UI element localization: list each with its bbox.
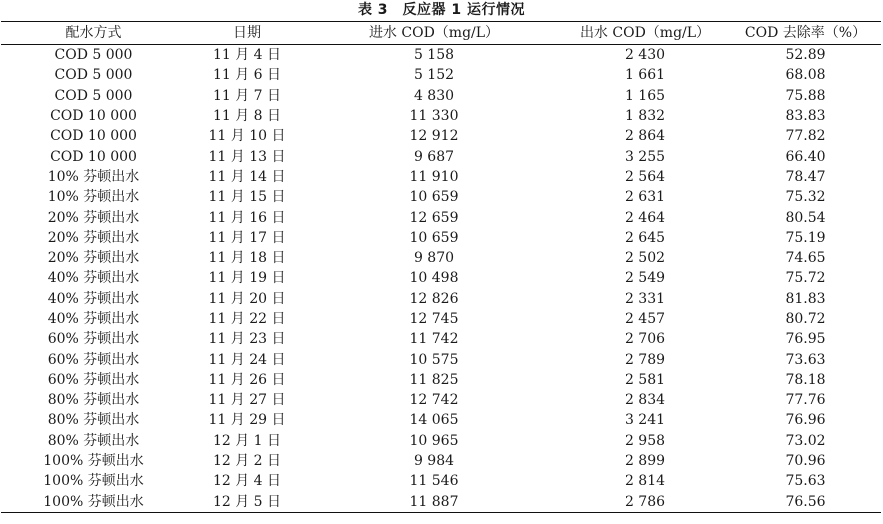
cell-effluent-cod: 3 255 <box>624 148 666 165</box>
cell-effluent-cod: 2 430 <box>624 47 666 64</box>
cell-cod-removal: 73.63 <box>785 351 826 368</box>
cell-date: 12 月 2 日 <box>212 453 282 470</box>
cell-influent-cod: 11 742 <box>409 331 459 348</box>
cell-influent-cod: 5 158 <box>413 47 455 64</box>
cell-influent-cod: 11 825 <box>409 371 459 388</box>
cell-date: 11 月 22 日 <box>208 311 286 327</box>
cell-date: 12 月 5 日 <box>212 493 282 510</box>
cell-influent-cod: 12 745 <box>409 311 459 327</box>
data-table <box>1 21 881 513</box>
cell-cod-removal: 76.95 <box>785 331 826 348</box>
cell-water-mix: 10% 芬顿出水 <box>47 168 140 185</box>
cell-influent-cod: 11 546 <box>409 473 459 490</box>
cell-date: 11 月 29 日 <box>208 412 286 429</box>
cell-water-mix: 100% 芬顿出水 <box>43 453 144 470</box>
table-row <box>1 248 881 268</box>
cell-cod-removal: 75.72 <box>785 270 826 287</box>
cell-date: 11 月 23 日 <box>208 331 286 348</box>
cell-date: 11 月 10 日 <box>208 128 286 145</box>
cell-date: 11 月 27 日 <box>208 392 286 409</box>
cell-water-mix: 100% 芬顿出水 <box>43 473 144 490</box>
header-influent-cod: 进水 COD（mg/L） <box>368 25 500 41</box>
cell-influent-cod: 11 887 <box>409 493 459 510</box>
cell-water-mix: 20% 芬顿出水 <box>47 209 140 226</box>
cell-influent-cod: 12 912 <box>409 128 459 145</box>
cell-influent-cod: 9 687 <box>413 148 455 165</box>
table-row <box>1 289 881 309</box>
cell-water-mix: COD 5 000 <box>54 67 133 84</box>
cell-effluent-cod: 3 241 <box>624 412 666 429</box>
cell-water-mix: 10% 芬顿出水 <box>47 189 140 206</box>
table-row <box>1 146 881 166</box>
cell-effluent-cod: 2 899 <box>624 453 666 470</box>
cell-influent-cod: 10 575 <box>409 351 459 368</box>
cell-water-mix: 20% 芬顿出水 <box>47 250 140 267</box>
cell-influent-cod: 10 965 <box>409 432 459 449</box>
cell-date: 11 月 24 日 <box>208 351 286 368</box>
cell-cod-removal: 77.76 <box>785 392 826 409</box>
cell-effluent-cod: 2 958 <box>624 432 666 449</box>
cell-influent-cod: 10 498 <box>409 270 459 287</box>
table-row <box>1 126 881 146</box>
table-row <box>1 471 881 491</box>
cell-date: 11 月 16 日 <box>208 209 286 226</box>
cell-cod-removal: 52.89 <box>785 47 826 64</box>
cell-cod-removal: 76.56 <box>785 493 826 510</box>
table-row <box>1 349 881 369</box>
cell-influent-cod: 10 659 <box>409 229 459 246</box>
table-row <box>1 451 881 471</box>
cell-date: 11 月 15 日 <box>208 189 286 206</box>
cell-influent-cod: 14 065 <box>409 412 459 429</box>
cell-effluent-cod: 2 834 <box>624 392 666 409</box>
cell-water-mix: 60% 芬顿出水 <box>47 351 140 368</box>
cell-water-mix: 80% 芬顿出水 <box>47 392 140 409</box>
cell-effluent-cod: 2 502 <box>624 250 666 267</box>
cell-water-mix: 100% 芬顿出水 <box>43 493 144 510</box>
cell-effluent-cod: 2 631 <box>624 189 666 206</box>
cell-water-mix: COD 10 000 <box>50 108 137 125</box>
cell-water-mix: 60% 芬顿出水 <box>47 331 140 348</box>
cell-cod-removal: 78.47 <box>785 168 826 185</box>
cell-water-mix: 20% 芬顿出水 <box>47 229 140 246</box>
cell-date: 11 月 14 日 <box>208 168 286 185</box>
table-row <box>1 187 881 207</box>
cell-date: 11 月 19 日 <box>208 270 286 287</box>
cell-influent-cod: 12 826 <box>409 290 459 307</box>
cell-influent-cod: 5 152 <box>413 67 455 84</box>
table-row <box>1 492 881 513</box>
cell-influent-cod: 12 742 <box>409 392 459 409</box>
table-row <box>1 390 881 410</box>
cell-date: 11 月 4 日 <box>212 47 282 64</box>
cell-effluent-cod: 2 581 <box>624 371 666 388</box>
cell-water-mix: 80% 芬顿出水 <box>47 432 140 449</box>
cell-influent-cod: 11 330 <box>409 108 459 125</box>
table-row <box>1 45 881 66</box>
cell-effluent-cod: 2 789 <box>624 351 666 368</box>
cell-water-mix: 60% 芬顿出水 <box>47 371 140 388</box>
cell-cod-removal: 76.96 <box>785 412 826 429</box>
cell-cod-removal: 75.19 <box>785 229 826 246</box>
cell-effluent-cod: 2 331 <box>624 290 666 307</box>
cell-date: 11 月 17 日 <box>208 229 286 246</box>
cell-effluent-cod: 2 814 <box>624 473 666 490</box>
cell-water-mix: 40% 芬顿出水 <box>47 290 140 307</box>
cell-influent-cod: 10 659 <box>409 189 459 206</box>
header-cod-removal: COD 去除率（%） <box>744 25 867 41</box>
table-row <box>1 309 881 329</box>
table-row <box>1 106 881 126</box>
table-row <box>1 207 881 227</box>
cell-influent-cod: 12 659 <box>409 209 459 226</box>
cell-cod-removal: 70.96 <box>785 453 826 470</box>
table-body <box>1 45 881 513</box>
table-row <box>1 329 881 349</box>
cell-cod-removal: 66.40 <box>785 148 826 165</box>
cell-cod-removal: 68.08 <box>785 67 826 84</box>
table-row <box>1 431 881 451</box>
cell-water-mix: COD 10 000 <box>50 148 137 165</box>
cell-effluent-cod: 1 165 <box>624 87 666 104</box>
cell-effluent-cod: 2 564 <box>624 168 666 185</box>
cell-cod-removal: 80.72 <box>785 311 826 327</box>
cell-effluent-cod: 2 864 <box>624 128 666 145</box>
cell-cod-removal: 75.88 <box>785 87 826 104</box>
cell-water-mix: COD 5 000 <box>54 87 133 104</box>
cell-water-mix: COD 10 000 <box>50 128 137 145</box>
cell-influent-cod: 9 870 <box>413 250 455 267</box>
header-water-mix: 配水方式 <box>65 25 122 41</box>
cell-cod-removal: 80.54 <box>785 209 826 226</box>
table-row <box>1 228 881 248</box>
cell-influent-cod: 4 830 <box>413 87 455 104</box>
cell-effluent-cod: 1 832 <box>624 108 666 125</box>
table-row <box>1 86 881 106</box>
cell-date: 12 月 1 日 <box>212 432 282 449</box>
cell-effluent-cod: 2 645 <box>624 229 666 246</box>
header-effluent-cod: 出水 COD（mg/L） <box>579 25 711 41</box>
cell-date: 12 月 4 日 <box>212 473 282 490</box>
cell-cod-removal: 74.65 <box>785 250 826 267</box>
cell-cod-removal: 75.63 <box>785 473 826 490</box>
cell-cod-removal: 81.83 <box>785 290 826 307</box>
header-date: 日期 <box>233 25 261 41</box>
cell-date: 11 月 6 日 <box>212 67 282 84</box>
cell-water-mix: 40% 芬顿出水 <box>47 270 140 287</box>
cell-date: 11 月 8 日 <box>212 108 282 125</box>
cell-cod-removal: 83.83 <box>785 108 826 125</box>
cell-date: 11 月 7 日 <box>212 87 282 104</box>
table-row <box>1 167 881 187</box>
table-row <box>1 268 881 288</box>
cell-effluent-cod: 2 457 <box>624 311 666 327</box>
cell-water-mix: 40% 芬顿出水 <box>47 311 140 327</box>
table-caption: 表 3 反应器 1 运行情况 <box>357 2 526 18</box>
cell-date: 11 月 20 日 <box>208 290 286 307</box>
header-row <box>1 22 881 45</box>
cell-effluent-cod: 2 786 <box>624 493 666 510</box>
cell-effluent-cod: 2 464 <box>624 209 666 226</box>
cell-date: 11 月 26 日 <box>208 371 286 388</box>
cell-effluent-cod: 2 706 <box>624 331 666 348</box>
cell-date: 11 月 18 日 <box>208 250 286 267</box>
table-row <box>1 370 881 390</box>
cell-water-mix: COD 5 000 <box>54 47 133 64</box>
cell-cod-removal: 73.02 <box>785 432 826 449</box>
cell-effluent-cod: 2 549 <box>624 270 666 287</box>
cell-cod-removal: 77.82 <box>785 128 826 145</box>
cell-water-mix: 80% 芬顿出水 <box>47 412 140 429</box>
table-row <box>1 65 881 85</box>
cell-effluent-cod: 1 661 <box>624 67 666 84</box>
cell-cod-removal: 78.18 <box>785 371 826 388</box>
table-header <box>1 22 881 45</box>
cell-influent-cod: 9 984 <box>413 453 455 470</box>
cell-influent-cod: 11 910 <box>409 168 459 185</box>
cell-date: 11 月 13 日 <box>208 148 286 165</box>
table-row <box>1 410 881 430</box>
cell-cod-removal: 75.32 <box>785 189 826 206</box>
